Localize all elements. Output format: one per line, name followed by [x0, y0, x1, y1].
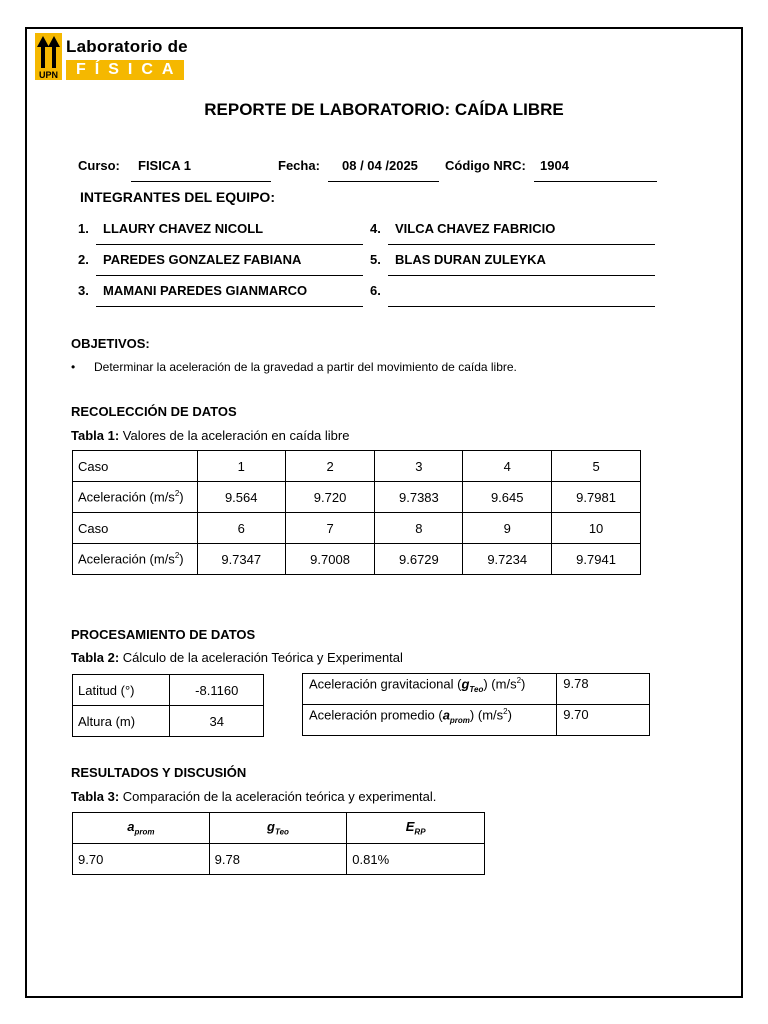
- table-cell: 6: [197, 513, 285, 544]
- table-row: [73, 513, 641, 544]
- table-cell: 9.78: [557, 674, 650, 705]
- a-subscript: prom: [449, 715, 470, 725]
- row-header: [73, 544, 198, 575]
- table3-caption: [71, 789, 436, 804]
- data-collection-heading: RECOLECCIÓN DE DATOS: [71, 404, 237, 419]
- table1-caption-text: Valores de la aceleración en caída libre: [119, 428, 350, 443]
- row-header: [73, 482, 198, 513]
- fecha-underline: [328, 181, 439, 182]
- member-number: 1.: [78, 221, 89, 236]
- g-subscript: Teo: [274, 827, 289, 837]
- table2-acceleration: [302, 673, 650, 736]
- unit-exponent: 2: [503, 707, 508, 716]
- table-row: [303, 674, 650, 705]
- a-prom-unit: ) (m/s: [469, 707, 504, 723]
- nrc-label: Código NRC:: [445, 158, 526, 173]
- unit-exponent: 2: [516, 676, 522, 685]
- results-heading: RESULTADOS Y DISCUSIÓN: [71, 765, 247, 780]
- table-row: [73, 844, 485, 875]
- table-cell: [303, 674, 557, 705]
- table-cell: 4: [463, 451, 552, 482]
- table-cell: 9.78: [209, 844, 347, 875]
- table-row: [73, 482, 641, 513]
- nrc-value: 1904: [540, 158, 569, 173]
- table-cell: 9.7347: [197, 544, 285, 575]
- table-cell: 7: [285, 513, 375, 544]
- unit-end: ): [521, 676, 526, 692]
- a-symbol: a: [442, 707, 450, 723]
- table-header: [209, 813, 347, 844]
- table-cell: [303, 705, 557, 736]
- table-cell: Altura (m): [73, 706, 170, 737]
- table-row: [73, 544, 641, 575]
- g-theo-unit: ) (m/s: [483, 676, 517, 692]
- table-cell: 9.70: [73, 844, 210, 875]
- table-row: [73, 706, 264, 737]
- row-header: Caso: [73, 451, 198, 482]
- table-cell: 9.70: [557, 705, 650, 736]
- unit-end: ): [507, 707, 512, 723]
- member-name: PAREDES GONZALEZ FABIANA: [103, 252, 302, 267]
- member-underline: [388, 275, 655, 276]
- table-cell: 3: [375, 451, 463, 482]
- member-name: BLAS DURAN ZULEYKA: [395, 252, 546, 267]
- member-underline: [96, 275, 363, 276]
- acc-label: Aceleración (m/s: [78, 489, 175, 505]
- member-number: 5.: [370, 252, 381, 267]
- table1: [72, 450, 641, 575]
- member-number: 6.: [370, 283, 381, 298]
- a-subscript: prom: [134, 827, 155, 837]
- table-cell: 10: [552, 513, 641, 544]
- table-cell: 9.7008: [285, 544, 375, 575]
- member-name: LLAURY CHAVEZ NICOLL: [103, 221, 264, 236]
- table3-caption-text: Comparación de la aceleración teórica y experimental.: [119, 789, 437, 804]
- member-number: 2.: [78, 252, 89, 267]
- a-prom-label: Aceleración promedio (: [309, 707, 443, 723]
- upn-logo-emblem: [35, 33, 62, 80]
- curso-label: Curso:: [78, 158, 120, 173]
- table-cell: 9.720: [285, 482, 375, 513]
- member-number: 3.: [78, 283, 89, 298]
- table-cell: 9.645: [463, 482, 552, 513]
- table1-caption: [71, 428, 349, 443]
- table-cell: 34: [170, 706, 264, 737]
- acc-label: Aceleración (m/s: [78, 551, 175, 567]
- curso-value: FISICA 1: [138, 158, 191, 173]
- row-header: Caso: [73, 513, 198, 544]
- e-symbol: E: [405, 819, 415, 835]
- a-symbol: a: [127, 819, 135, 835]
- nrc-underline: [534, 181, 657, 182]
- member-underline: [388, 244, 655, 245]
- objective-text: Determinar la aceleración de la gravedad a partir del movimiento de caída libre.: [94, 360, 517, 374]
- table-cell: 0.81%: [347, 844, 485, 875]
- table-row: [73, 451, 641, 482]
- g-symbol: g: [461, 676, 470, 692]
- table2-location: [72, 674, 264, 737]
- table-row: [303, 705, 650, 736]
- table-cell: 9.7383: [375, 482, 463, 513]
- member-underline: [96, 244, 363, 245]
- bullet-icon: •: [71, 360, 76, 374]
- member-underline: [388, 306, 655, 307]
- table-row: [73, 675, 264, 706]
- g-symbol: g: [267, 819, 275, 835]
- table-header: [347, 813, 485, 844]
- processing-heading: PROCESAMIENTO DE DATOS: [71, 627, 256, 642]
- member-name: VILCA CHAVEZ FABRICIO: [395, 221, 556, 236]
- logo-title: Laboratorio de: [66, 37, 188, 56]
- g-theo-label: Aceleración gravitacional (: [309, 676, 462, 692]
- table-cell: 9: [463, 513, 552, 544]
- member-underline: [96, 306, 363, 307]
- member-name: MAMANI PAREDES GIANMARCO: [103, 283, 308, 298]
- table-cell: 9.564: [197, 482, 285, 513]
- table2-caption: [71, 650, 403, 665]
- table2-caption-label: Tabla 2:: [71, 650, 120, 665]
- table-cell: 9.7234: [463, 544, 552, 575]
- fecha-label: Fecha:: [278, 158, 320, 173]
- unit-exponent: 2: [174, 489, 180, 499]
- table-header: [73, 813, 210, 844]
- table-cell: 1: [197, 451, 285, 482]
- table-cell: 9.6729: [375, 544, 463, 575]
- table3-caption-label: Tabla 3:: [71, 789, 120, 804]
- logo-subtitle: FÍSICA: [66, 60, 184, 80]
- e-subscript: RP: [414, 827, 426, 837]
- g-subscript: Teo: [469, 684, 484, 694]
- table-cell: 9.7941: [552, 544, 641, 575]
- acc-label-end: ): [179, 489, 184, 505]
- table2-caption-text: Cálculo de la aceleración Teórica y Experimental: [119, 650, 403, 665]
- table-cell: 9.7981: [552, 482, 641, 513]
- acc-label-end: ): [179, 551, 184, 567]
- fecha-value: 08 / 04 /2025: [342, 158, 418, 173]
- table-cell: -8.1160: [170, 675, 264, 706]
- table-cell: Latitud (°): [73, 675, 170, 706]
- table-cell: 5: [552, 451, 641, 482]
- unit-exponent: 2: [174, 551, 180, 561]
- team-heading: INTEGRANTES DEL EQUIPO:: [80, 189, 275, 205]
- table1-caption-label: Tabla 1:: [71, 428, 120, 443]
- objectives-heading: OBJETIVOS:: [71, 336, 150, 351]
- table-row: [73, 813, 485, 844]
- table3: [72, 812, 485, 875]
- report-title: REPORTE DE LABORATORIO: CAÍDA LIBRE: [204, 100, 564, 119]
- curso-underline: [131, 181, 271, 182]
- table-cell: 2: [285, 451, 375, 482]
- table-cell: 8: [375, 513, 463, 544]
- upn-arrows-icon: [35, 33, 62, 80]
- upn-text: UPN: [38, 70, 59, 80]
- member-number: 4.: [370, 221, 381, 236]
